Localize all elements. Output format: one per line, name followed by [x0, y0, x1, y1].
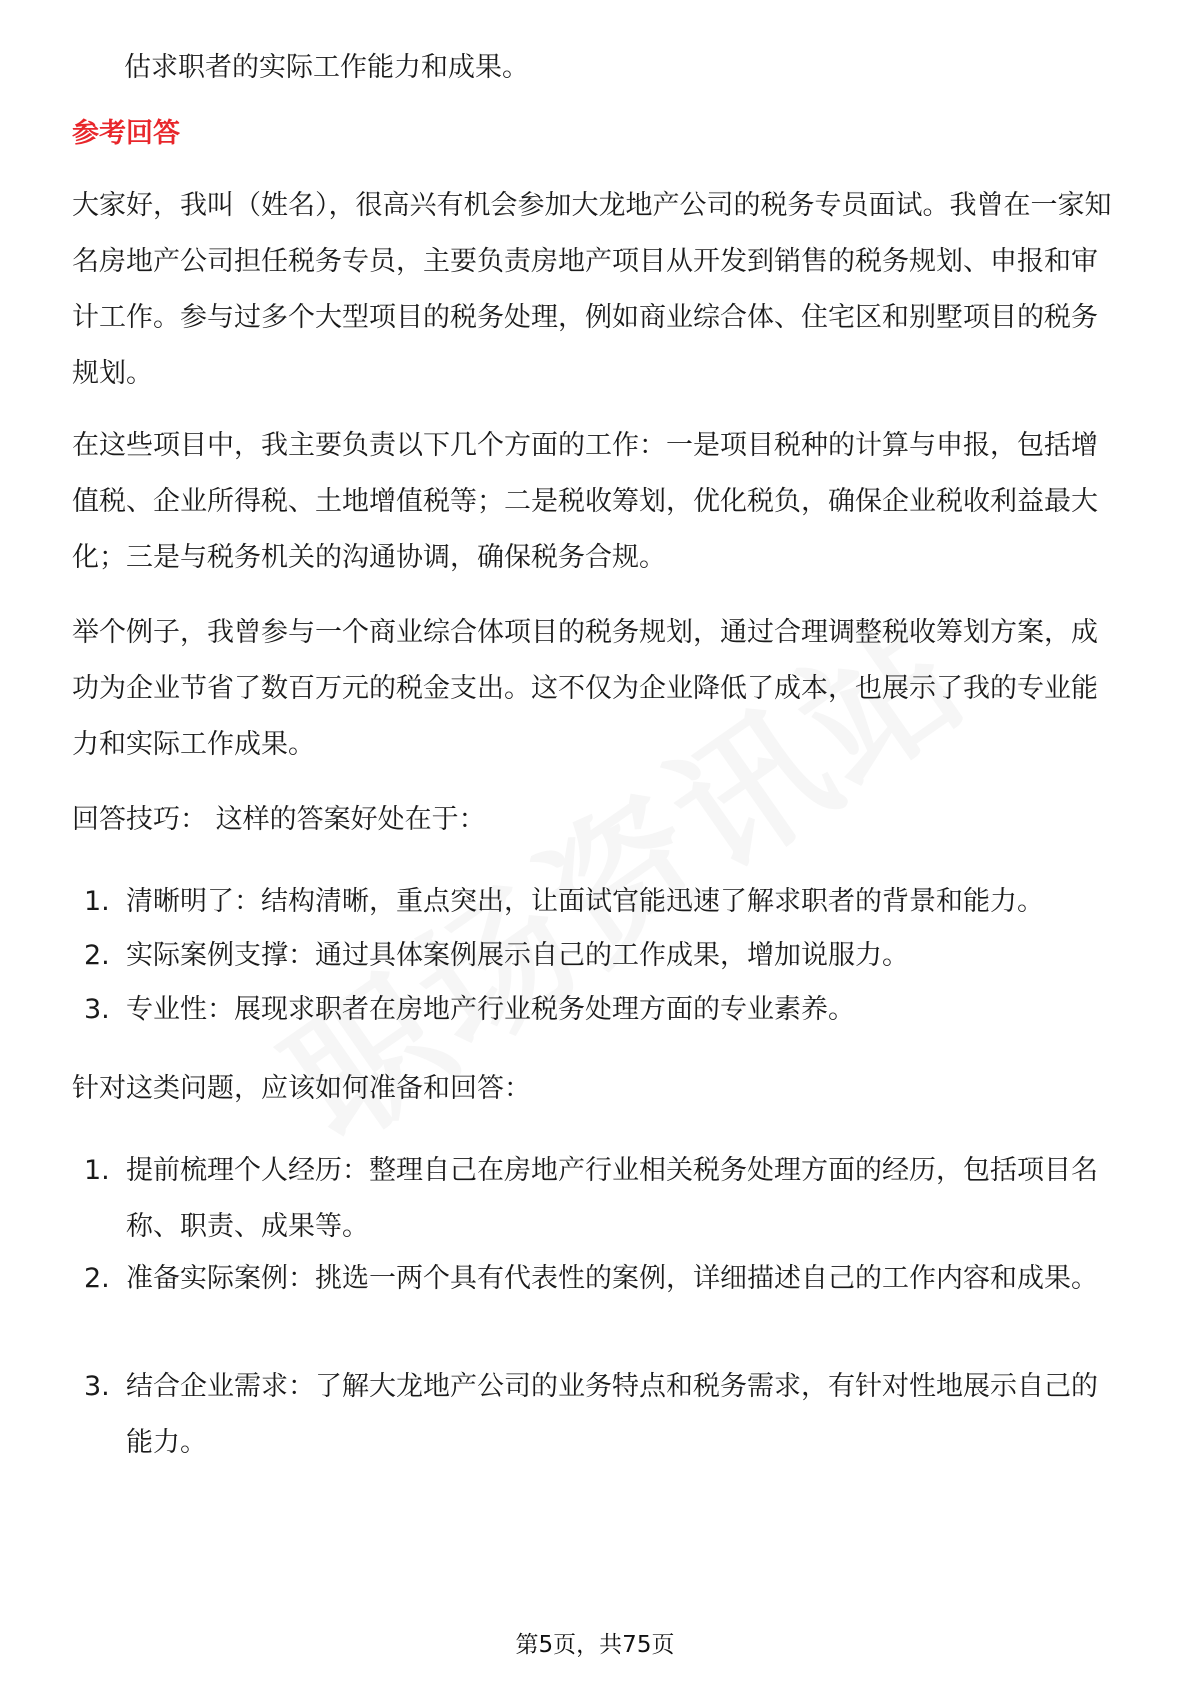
answer-paragraph-1: 大家好，我叫（姓名），很高兴有机会参加大龙地产公司的税务专员面试。我曾在一家知名房地产公司担任税务专员，主要负责房地产项目从开发到销售的税务规划、申报和审计工作。参与过多个大型项目的税务处理，例如商业综合体、住宅区和别墅项目的税务规划。	[72, 190, 1112, 389]
list-text: 专业性：展现求职者在房地产行业税务处理方面的专业素养。	[126, 994, 855, 1025]
list-number: 3.	[84, 1371, 110, 1402]
list-number: 1.	[84, 886, 110, 917]
list-text: 清晰明了：结构清晰，重点突出，让面试官能迅速了解求职者的背景和能力。	[126, 886, 1044, 917]
list-text: 准备实际案例：挑选一两个具有代表性的案例，详细描述自己的工作内容和成果。	[126, 1263, 1098, 1294]
tip-item	[84, 874, 1120, 930]
answer-paragraph-3: 举个例子，我曾参与一个商业综合体项目的税务规划，通过合理调整税收筹划方案，成功为企业节省了数百万元的税金支出。这不仅为企业降低了成本，也展示了我的专业能力和实际工作成果。	[72, 617, 1098, 760]
list-number: 3.	[84, 994, 110, 1025]
list-text: 结合企业需求：了解大龙地产公司的业务特点和税务需求，有针对性地展示自己的能力。	[126, 1371, 1098, 1458]
list-number: 2.	[84, 1263, 110, 1294]
list-text: 实际案例支撑：通过具体案例展示自己的工作成果，增加说服力。	[126, 940, 909, 971]
prep-heading: 针对这类问题，应该如何准备和回答：	[72, 1073, 531, 1104]
prep-item	[84, 1359, 1120, 1471]
list-number: 2.	[84, 940, 110, 971]
tip-item	[84, 928, 1120, 984]
tips-heading: 回答技巧： 这样的答案好处在于：	[72, 804, 486, 835]
list-text: 提前梳理个人经历：整理自己在房地产行业相关税务处理方面的经历，包括项目名称、职责、成果等。	[126, 1155, 1098, 1242]
page-number-footer: 第5页，共75页	[515, 1632, 675, 1658]
section-heading: 参考回答	[72, 118, 180, 149]
tip-item	[84, 982, 1120, 1038]
intro-continuation: 估求职者的实际工作能力和成果。	[124, 52, 529, 83]
prep-item	[84, 1251, 1120, 1307]
prep-item	[84, 1143, 1120, 1255]
answer-paragraph-2: 在这些项目中，我主要负责以下几个方面的工作：一是项目税种的计算与申报，包括增值税、企业所得税、土地增值税等；二是税收筹划，优化税负，确保企业税收利益最大化；三是与税务机关的沟通协调，确保税务合规。	[72, 430, 1098, 573]
list-number: 1.	[84, 1155, 110, 1186]
